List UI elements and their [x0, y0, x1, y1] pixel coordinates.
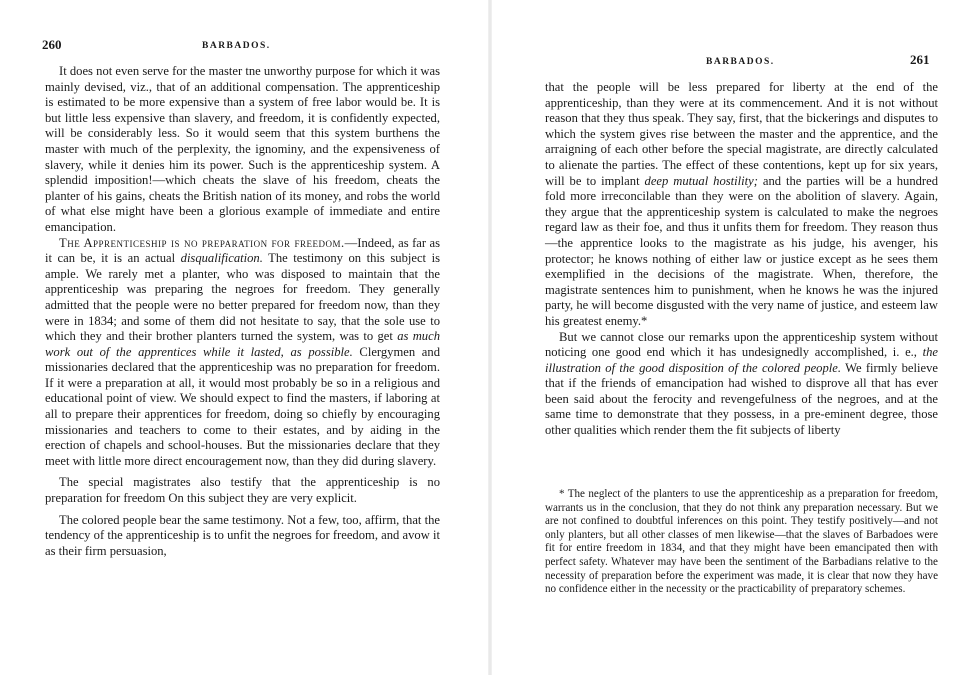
emphasis-text: disqualification. [180, 251, 263, 266]
section-heading: The Apprenticeship is no preparation for freedom. [59, 235, 345, 250]
paragraph [45, 475, 440, 506]
paragraph [45, 513, 440, 560]
paragraph-text: The testimony on this subject is ample. We rarely met a planter, who was disposed to maintain that the apprenticeship was preparing the negroes for freedom. They generally admitted that the people were no better prepared for freedom now, than they were in 1834; and some of them did not hesitate to say, that the sole use to which they and their brother planters turned the system, was to get [45, 251, 440, 344]
emphasis-text: as much work out of the apprentices while it lasted, as possible. [45, 329, 440, 359]
page-number: 260 [42, 37, 62, 52]
paragraph-text: The colored people bear the same testimony. Not a few, too, affirm, that the tendency of the apprenticeship is to unfit the negroes for freedom, and avow it as their firm persuasion, [45, 512, 440, 558]
footnote [545, 488, 938, 597]
footnote-text: * The neglect of the planters to use the apprenticeship as a preparation for freedom, warrants us in the conclusion, that they do not think any preparation necessary. But we are not confined to doubtful inferences on this point. They testify positively—and not only planters, but all other classes of men likewise—that the slaves of Barbadoes were fit for entire freedom in 1834, and that they might have been emancipated then with perfect safety. Whatever may have been the sentiment of the Barbadians relative to the necessity of preparation before the experiment was made, it is clear that now they have no confidence either in the necessity or the practicability of preparatory schemes. [545, 488, 938, 596]
paragraph-text: It does not even serve for the master tne unworthy purpose for which it was mainly devised, viz., that of an additional compensation. The apprenticeship is estimated to be more expensive than a system of free labor would be. It is but little less expensive than slavery, and freedom, it is confidently expected, will be considerably less. So it would seem that this system burthens the master with much of the perplexity, the ignominy, and the expensiveness of slavery, while it denies him its power. Such is the apprenticeship system. A splendid imposition!—which cheats the slave of his freedom, cheats the planter of his gains, cheats the British nation of its money, and robs the world of what else might have been a glorious example of immediate and entire emancipation. [45, 64, 440, 234]
paragraph [45, 236, 440, 470]
paragraph-text: Indeed, as far as it can be, it is an actual [45, 235, 440, 266]
paragraph-text: that the people will be less prepared for liberty at the end of the apprenticeship, than they were at its commencement. And it is not without reason that they thus speak. They say, first, that the bickerings and disputes to which the system gives rise between the master and the apprentice, and the arraigning of each other before the special magistrate, are directly calculated to alienate the parties. The effect of these contentions, kept up for six years, will be to implant [545, 80, 938, 188]
right-page [490, 0, 980, 675]
page-number: 261 [910, 52, 930, 67]
paragraph [545, 330, 938, 439]
paragraph [545, 80, 938, 330]
running-head: BARBADOS. [202, 41, 271, 51]
right-body-text [545, 80, 938, 439]
paragraph-text: — [344, 235, 358, 250]
paragraph-text: The special magistrates also testify that the apprenticeship is no preparation for freedom On this subject they are very explicit. [45, 475, 440, 506]
running-head: BARBADOS. [706, 57, 775, 67]
paragraph [45, 64, 440, 236]
left-body-text [45, 64, 440, 559]
paragraph-text: But we cannot close our remarks upon the apprenticeship system without noticing one good end which it has undesignedly accomplished, i. e., [545, 329, 938, 360]
paragraph-text: We firmly believe that if the friends of emancipation had wished to disprove all that has ever been said about the ferocity and revengefulness of the negroes, and at the same time to demonstrate that they possess, in a pre-eminent degree, those other qualities which render them the fit subjects of liberty [545, 360, 938, 438]
paragraph-text: Clergymen and missionaries declared that the apprenticeship was no preparation for freedom. If it were a preparation at all, it would most probably be so in a religious and educational point of view. We should expect to find the masters, if laboring at all to prepare their apprentices for freedom, doing so chiefly by encouraging missionaries and teachers to come to their estates, and by aiding in the erection of chapels and school-houses. But the missionaries declare that they meet with little more direct encouragement now, than they did during slavery. [45, 344, 440, 468]
emphasis-text: the illustration of the good disposition of the colored people. [545, 345, 938, 375]
paragraph-text: and the parties will be a hundred fold more irreconcilable than they were on the abolition of slavery. Again, they argue that the apprenticeship system is calculated to make the negroes regard law as their foe, and thus it unfits them for freedom. They reason thus—the apprentice looks to the magistrate as his judge, his avenger, his protector; he knows nothing of either law or justice except as he sees them exemplified in the decisions of the magistrate. When, therefore, the magistrate sentences him to punishment, when he knows he was the injured party, he will become disgusted with the very name of justice, and esteem law his greatest enemy.* [545, 173, 938, 328]
emphasis-text: deep mutual hostility; [644, 173, 758, 188]
